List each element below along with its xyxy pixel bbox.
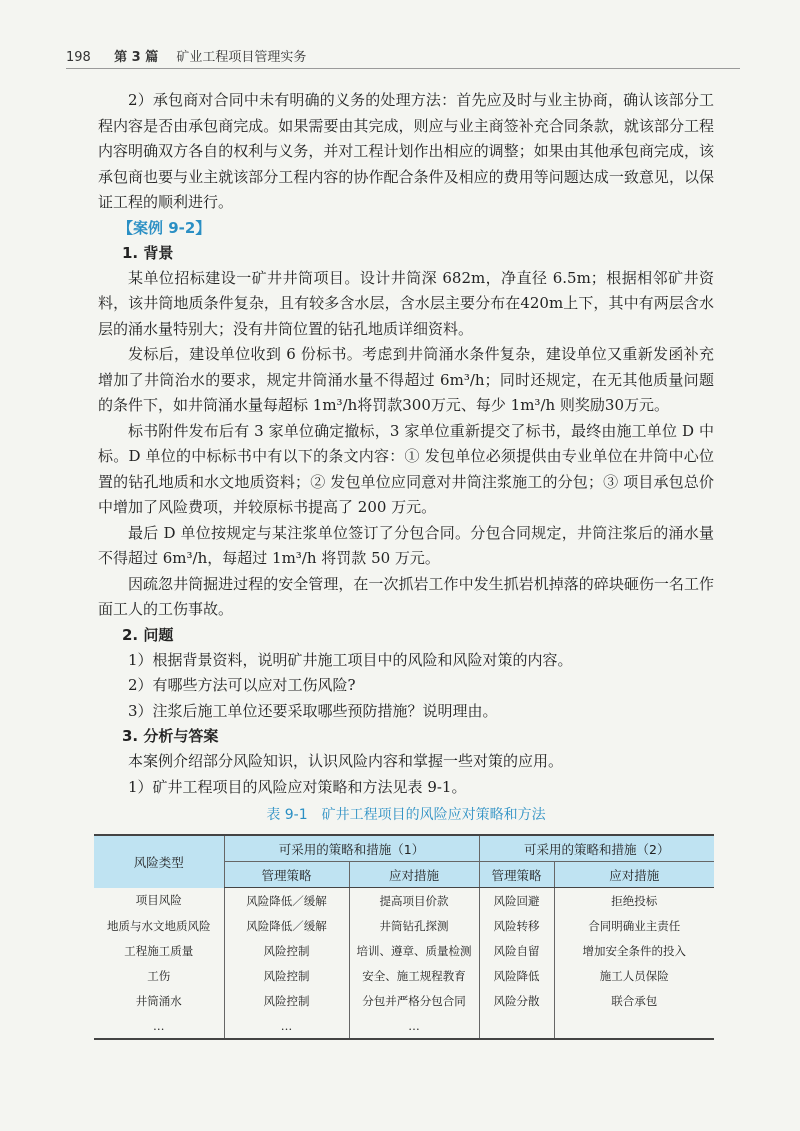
section-answers: 3. 分析与答案 [122,727,219,745]
table-row [94,1013,714,1039]
table-row [94,988,714,1013]
header-mgmt-1: 管理策略 [224,862,349,888]
table-cell [479,1013,554,1039]
table-cell: 联合承包 [554,988,714,1013]
page-number: 198 [66,50,91,65]
table-cell: 地质与水文地质风险 [107,918,211,933]
paragraph-project: 某单位招标建设一矿井井筒项目。设计井筒深 682m，净直径 6.5m；根据相邻矿井资料，该井筒地质条件复杂，且有较多含水层，含水层主要分布在420m上下，其中有两层含水层的涌水量特别大；没有井筒位置的钻孔地质详细资料。 [98,268,714,338]
case-title: 【案例 9-2】 [118,218,211,237]
table-cell: … [224,1013,349,1039]
table-cell: … [94,1013,224,1039]
table-cell: 风险控制 [224,963,349,988]
table-cell: 项目风险 [135,893,182,908]
header-group-2: 可采用的策略和措施（2） [479,835,714,862]
table-cell [554,1013,714,1039]
paragraph-intro: 本案例介绍部分风险知识，认识风险内容和掌握一些对策的应用。 [128,752,564,770]
body-content [98,88,714,1040]
running-header [66,46,740,69]
table-cell: 风险降低 [479,963,554,988]
table-cell: 风险分散 [479,988,554,1013]
section-background: 1. 背景 [122,243,174,262]
paragraph-table-ref: 1）矿井工程项目的风险应对策略和方法见表 9-1。 [128,777,467,796]
table-cell: 合同明确业主责任 [554,913,714,938]
table-cell: 分包并严格分包合同 [349,988,479,1013]
table-cell: 风险回避 [479,888,554,914]
question-2: 2）有哪些方法可以应对工伤风险? [128,676,356,694]
table-row [94,913,714,938]
paragraph-accident: 因疏忽井筒掘进过程的安全管理，在一次抓岩工作中发生抓岩机掉落的碎块砸伤一名工作面工人的工伤事故。 [98,574,714,618]
table-caption: 表 9-1 矿井工程项目的风险应对策略和方法 [266,807,546,823]
paragraph-tender: 发标后，建设单位收到 6 份标书。考虑到井筒涌水条件复杂，建设单位又重新发函补充增加了井筒治水的要求，规定井筒涌水量不得超过 6m³/h；同时还规定，在无其他质量问题的条件下，如井筒涌水量每超标 1m³/h将罚款300万元、每少 1m³/h 则奖励30万元。 [98,345,714,414]
table-cell: 风险降低／缓解 [224,913,349,938]
table-cell: 井筒钻孔探测 [349,913,479,938]
table-cell: … [349,1013,479,1039]
header-mgmt-2: 管理策略 [479,862,554,888]
part-label: 第 3 篇 [114,50,159,65]
table-row [94,938,714,963]
table-cell: 工伤 [147,968,171,983]
table-row [94,888,714,914]
table-cell: 拒绝投标 [554,888,714,914]
table-cell: 增加安全条件的投入 [554,938,714,963]
table-cell: 提高项目价款 [349,888,479,914]
part-title: 矿业工程项目管理实务 [176,50,307,65]
header-risk-type: 风险类型 [94,835,224,888]
table-cell: 风险控制 [224,938,349,963]
table-cell: 培训、遵章、质量检测 [349,938,479,963]
section-questions: 2. 问题 [122,625,174,644]
question-3: 3）注浆后施工单位还要采取哪些预防措施？说明理由。 [128,701,498,720]
header-group-1: 可采用的策略和措施（1） [224,835,479,862]
table-row [94,963,714,988]
header-measure-1: 应对措施 [349,862,479,888]
table-cell: 井筒涌水 [135,993,182,1008]
table-cell: 风险转移 [479,913,554,938]
table-cell: 安全、施工规程教育 [349,963,479,988]
paragraph-bid: 标书附件发布后有 3 家单位确定撤标，3 家单位重新提交了标书，最终由施工单位 D 中标。D 单位的中标标书中有以下的条文内容：① 发包单位必须提供由专业单位在井筒中心位置的钻孔地质和水文地质资料；② 发包单位应同意对井筒注浆施工的分包；③ 项目承包总价中增加了风险费项，并较原标书提高了 200 万元。 [98,421,714,516]
risk-table-body [94,888,714,1040]
table-cell: 风险控制 [224,988,349,1013]
table-cell: 风险降低／缓解 [224,888,349,914]
question-1: 1）根据背景资料，说明矿井施工项目中的风险和风险对策的内容。 [128,650,573,669]
table-cell: 工程施工质量 [124,943,194,958]
table-cell: 施工人员保险 [554,963,714,988]
paragraph-subcontract: 最后 D 单位按规定与某注浆单位签订了分包合同。分包合同规定，井筒注浆后的涌水量不得超过 6m³/h，每超过 1m³/h 将罚款 50 万元。 [98,523,714,567]
header-measure-2: 应对措施 [554,862,714,888]
paragraph-obligations: 2）承包商对合同中未有明确的义务的处理方法：首先应及时与业主协商，确认该部分工程内容是否由承包商完成。如果需要由其完成，则应与业主商签补充合同条款，就该部分工程内容明确双方各自的权利与义务，并对工程计划作出相应的调整；如果由其他承包商完成，该承包商也要与业主就该部分工程内容的协作配合条件及相应的费用等问题达成一致意见，以保证工程的顺利进行。 [98,91,714,211]
risk-table [94,834,714,1040]
table-cell: 风险自留 [479,938,554,963]
